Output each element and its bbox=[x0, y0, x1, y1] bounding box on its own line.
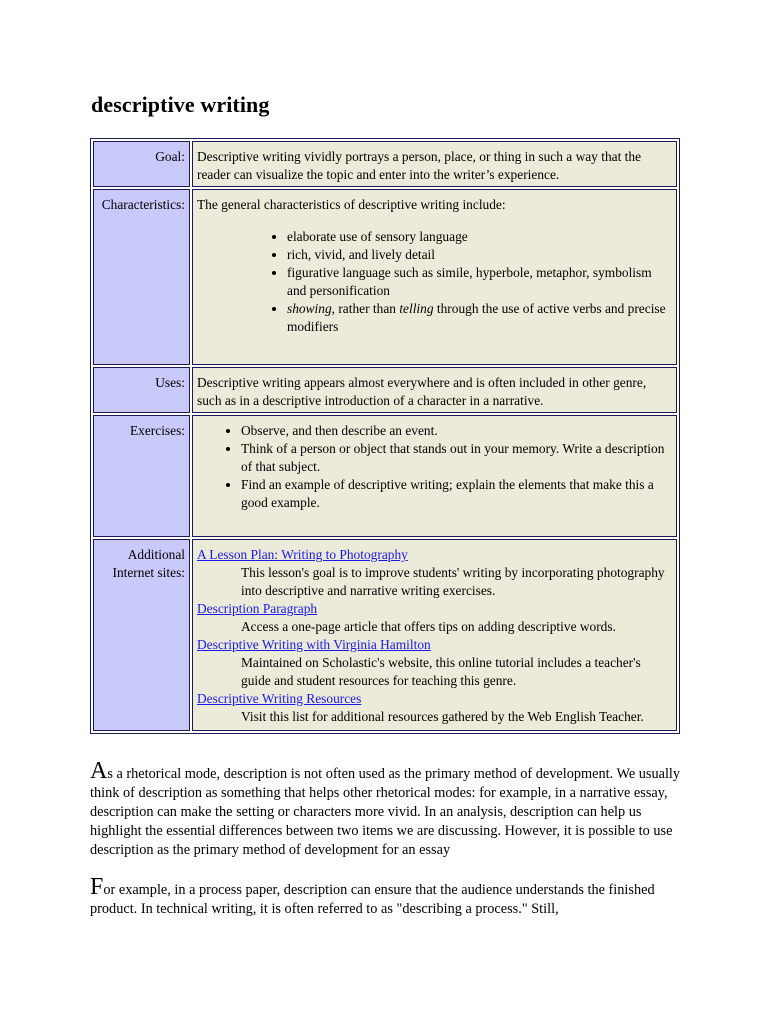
list-item: • Find an example of descriptive writing; explain the elements that make this a good example. bbox=[241, 476, 672, 512]
characteristics-intro: The general characteristics of descriptive writing include: bbox=[197, 197, 506, 212]
uses-label: Uses: bbox=[93, 367, 190, 413]
site-entry bbox=[197, 600, 672, 636]
list-item: • rich, vivid, and lively detail bbox=[287, 246, 672, 264]
drop-cap: F bbox=[90, 874, 104, 900]
writing-resources-link[interactable]: Descriptive Writing Resources bbox=[197, 691, 362, 706]
goal-text: Descriptive writing vividly portrays a person, place, or thing in such a way that the reader can visualize the topic and enter into the writer’s experience. bbox=[192, 141, 677, 187]
sites-label bbox=[93, 539, 190, 731]
body-paragraph-2 bbox=[90, 874, 690, 919]
characteristics-label: Characteristics: bbox=[93, 189, 190, 365]
uses-row bbox=[93, 367, 677, 413]
emphasis-telling: telling bbox=[399, 301, 434, 316]
sites-row bbox=[93, 539, 677, 731]
drop-cap: A bbox=[90, 758, 108, 784]
exercises-list bbox=[197, 422, 672, 512]
description-paragraph-link[interactable]: Description Paragraph bbox=[197, 601, 318, 616]
list-item: • Observe, and then describe an event. bbox=[241, 422, 672, 440]
characteristics-list bbox=[197, 228, 672, 336]
paragraph-text: s a rhetorical mode, description is not often used as the primary method of development. We usually think of description as something that helps other rhetorical modes: for example, in a narrative essay, description can make the setting or characters more vivid. In an analysis, description can help us highlight the essential differences between two items we are discussing. However, it is possible to use description as the primary method of development for an essay bbox=[90, 766, 681, 858]
emphasis-showing: showing bbox=[287, 301, 332, 316]
site-description: Access a one-page article that offers tips on adding descriptive words. bbox=[241, 619, 616, 634]
site-entry bbox=[197, 636, 672, 690]
sites-label-line: Additional bbox=[127, 547, 185, 562]
site-entry bbox=[197, 546, 672, 600]
list-item: • elaborate use of sensory language bbox=[287, 228, 672, 246]
sites-label-line: Internet sites: bbox=[112, 565, 185, 580]
list-item-text: , rather than bbox=[331, 301, 400, 316]
site-description: Visit this list for additional resources gathered by the Web English Teacher. bbox=[241, 709, 644, 724]
exercises-row bbox=[93, 415, 677, 537]
goal-row bbox=[93, 141, 677, 187]
uses-text: Descriptive writing appears almost everywhere and is often included in other genre, such as in a descriptive introduction of a character in a narrative. bbox=[192, 367, 677, 413]
characteristics-content bbox=[192, 189, 677, 365]
virginia-hamilton-link[interactable]: Descriptive Writing with Virginia Hamilton bbox=[197, 637, 431, 652]
goal-label: Goal: bbox=[93, 141, 190, 187]
exercises-label: Exercises: bbox=[93, 415, 190, 537]
sites-content bbox=[192, 539, 677, 731]
paragraph-text: or example, in a process paper, description can ensure that the audience understands the finished product. In technical writing, it is often referred to as "describing a process." Still, bbox=[90, 882, 655, 917]
lesson-plan-link[interactable]: A Lesson Plan: Writing to Photography bbox=[197, 547, 408, 562]
characteristics-row bbox=[93, 189, 677, 365]
site-entry bbox=[197, 690, 672, 726]
site-description: Maintained on Scholastic's website, this online tutorial includes a teacher's guide and student resources for teaching this genre. bbox=[241, 655, 641, 688]
body-paragraph-1 bbox=[90, 758, 690, 860]
list-item: • Think of a person or object that stands out in your memory. Write a description of that subject. bbox=[241, 440, 672, 476]
list-item-text: through the use of active verbs and precise modifiers bbox=[287, 301, 666, 334]
list-item bbox=[287, 300, 672, 336]
list-item: • figurative language such as simile, hyperbole, metaphor, symbolism and personification bbox=[287, 264, 672, 300]
exercises-content bbox=[192, 415, 677, 537]
site-description: This lesson's goal is to improve students' writing by incorporating photography into descriptive and narrative writing exercises. bbox=[241, 565, 665, 598]
descriptive-writing-table bbox=[90, 138, 680, 734]
page-title: descriptive writing bbox=[91, 92, 270, 117]
